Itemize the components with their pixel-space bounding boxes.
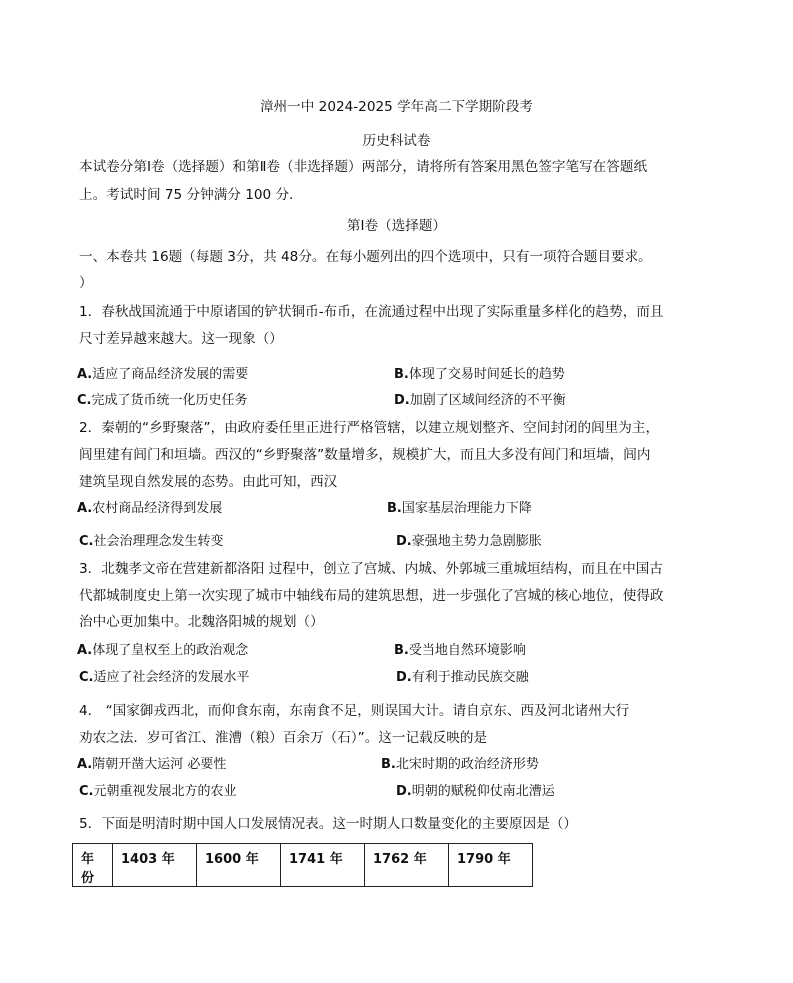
question-1-option-d [394, 391, 566, 411]
intro-line-1: 本试卷分第Ⅰ卷（选择题）和第Ⅱ卷（非选择题）两部分，请将所有答案用黑色签字笔写在答题纸 [79, 159, 648, 175]
question-3-line-2: 代都城制度史上第一次实现了城市中轴线布局的建筑思想，进一步强化了宫城的核心地位，使得政 [79, 588, 664, 604]
option-text: 国家基层治理能力下降 [401, 501, 532, 516]
option-text: 社会治理理念发生转变 [93, 534, 224, 549]
question-3-option-b [394, 641, 526, 661]
question-2-option-c [79, 532, 224, 552]
option-key: B. [381, 757, 396, 772]
option-text: 体现了皇权至上的政治观念 [92, 643, 249, 658]
section-instruction-1: 一、本卷共 16题（每题 3分，共 48分。在每小题列出的四个选项中，只有一项符合题目要求。 [79, 249, 652, 265]
option-text: 体现了交易时间延长的趋势 [408, 367, 565, 382]
question-4-option-a [77, 755, 226, 775]
option-key: B. [394, 643, 409, 658]
table-cell-year: 1762 年 [365, 844, 449, 887]
table-header-cell: 年份 [73, 844, 113, 887]
exam-title: 漳州一中 2024-2025 学年高二下学期阶段考 [259, 99, 534, 115]
question-2-option-d [396, 532, 542, 552]
option-text: 完成了货币统一化历史任务 [91, 393, 248, 408]
question-2-line-2: 闾里建有闾门和垣墙。西汉的“乡野聚落”数量增多，规模扩大，而且大多没有闾门和垣墙，闾内 [79, 447, 651, 463]
option-key: D. [396, 784, 412, 799]
table-cell-year: 1403 年 [113, 844, 197, 887]
question-3-line-1: 3．北魏孝文帝在营建新都洛阳 过程中，创立了宫城、内城、外郭城三重城垣结构，而且在中国古 [79, 561, 663, 577]
option-text: 明朝的赋税仰仗南北漕运 [411, 784, 555, 799]
question-4-option-c [79, 782, 237, 802]
option-key: D. [394, 393, 410, 408]
option-key: A. [77, 757, 93, 772]
table-cell-year: 1600 年 [197, 844, 281, 887]
question-1-line-2: 尺寸差异越来越大。这一现象（） [79, 331, 283, 347]
option-text: 有利于推动民族交融 [411, 670, 529, 685]
option-key: B. [387, 501, 402, 516]
population-table [72, 843, 533, 887]
option-key: D. [396, 534, 412, 549]
table-cell-year: 1790 年 [449, 844, 533, 887]
question-4-option-d [396, 782, 555, 802]
option-text: 适应了商品经济发展的需要 [92, 367, 249, 382]
question-1-line-1: 1．春秋战国流通于中原诸国的铲状铜币-布币，在流通过程中出现了实际重量多样化的趋势，而且 [79, 304, 664, 320]
option-text: 加剧了区域间经济的不平衡 [409, 393, 566, 408]
option-key: C. [79, 670, 94, 685]
table-row [73, 844, 533, 887]
option-key: C. [79, 534, 94, 549]
section-instruction-2: ） [79, 275, 93, 291]
option-key: A. [77, 367, 93, 382]
question-2-option-a [77, 499, 222, 519]
question-3-option-c [79, 668, 250, 688]
question-5-line-1: 5．下面是明清时期中国人口发展情况表。这一时期人口数量变化的主要原因是（） [79, 816, 578, 832]
question-4-line-2: 劝农之法．岁可省江、淮漕（粮）百余万（石）”。这一记载反映的是 [79, 730, 488, 746]
option-key: C. [77, 393, 92, 408]
question-3-option-a [77, 641, 248, 661]
question-2-line-1: 2．秦朝的“乡野聚落”，由政府委任里正进行严格管辖，以建立规划整齐、空间封闭的闾里为主， [79, 420, 660, 436]
question-2-option-b [387, 499, 532, 519]
option-key: A. [77, 643, 93, 658]
option-text: 农村商品经济得到发展 [92, 501, 223, 516]
option-key: D. [396, 670, 412, 685]
question-1-option-c [77, 391, 248, 411]
option-key: C. [79, 784, 94, 799]
section-title: 第Ⅰ卷（选择题） [346, 218, 447, 234]
question-3-line-3: 治中心更加集中。北魏洛阳城的规划（） [79, 614, 324, 630]
table-cell-year: 1741 年 [281, 844, 365, 887]
question-2-line-3: 建筑呈现自然发展的态势。由此可知，西汉 [79, 474, 338, 490]
option-text: 受当地自然环境影响 [408, 643, 526, 658]
question-4-line-1: 4． “国家御戎西北，而仰食东南，东南食不足，则误国大计。请自京东、西及河北诸州大行 [79, 703, 630, 719]
question-1-option-a [77, 365, 248, 385]
option-key: A. [77, 501, 93, 516]
question-4-option-b [381, 755, 539, 775]
question-3-option-d [396, 668, 529, 688]
option-text: 北宋时期的政治经济形势 [395, 757, 539, 772]
question-1-option-b [394, 365, 565, 385]
intro-line-2: 上。考试时间 75 分钟满分 100 分. [79, 187, 294, 203]
option-text: 适应了社会经济的发展水平 [93, 670, 250, 685]
option-text: 隋朝开凿大运河 必要性 [92, 757, 227, 772]
option-text: 元朝重视发展北方的农业 [93, 784, 237, 799]
option-text: 豪强地主势力急剧膨胀 [411, 534, 542, 549]
option-key: B. [394, 367, 409, 382]
exam-subtitle: 历史科试卷 [362, 133, 431, 149]
